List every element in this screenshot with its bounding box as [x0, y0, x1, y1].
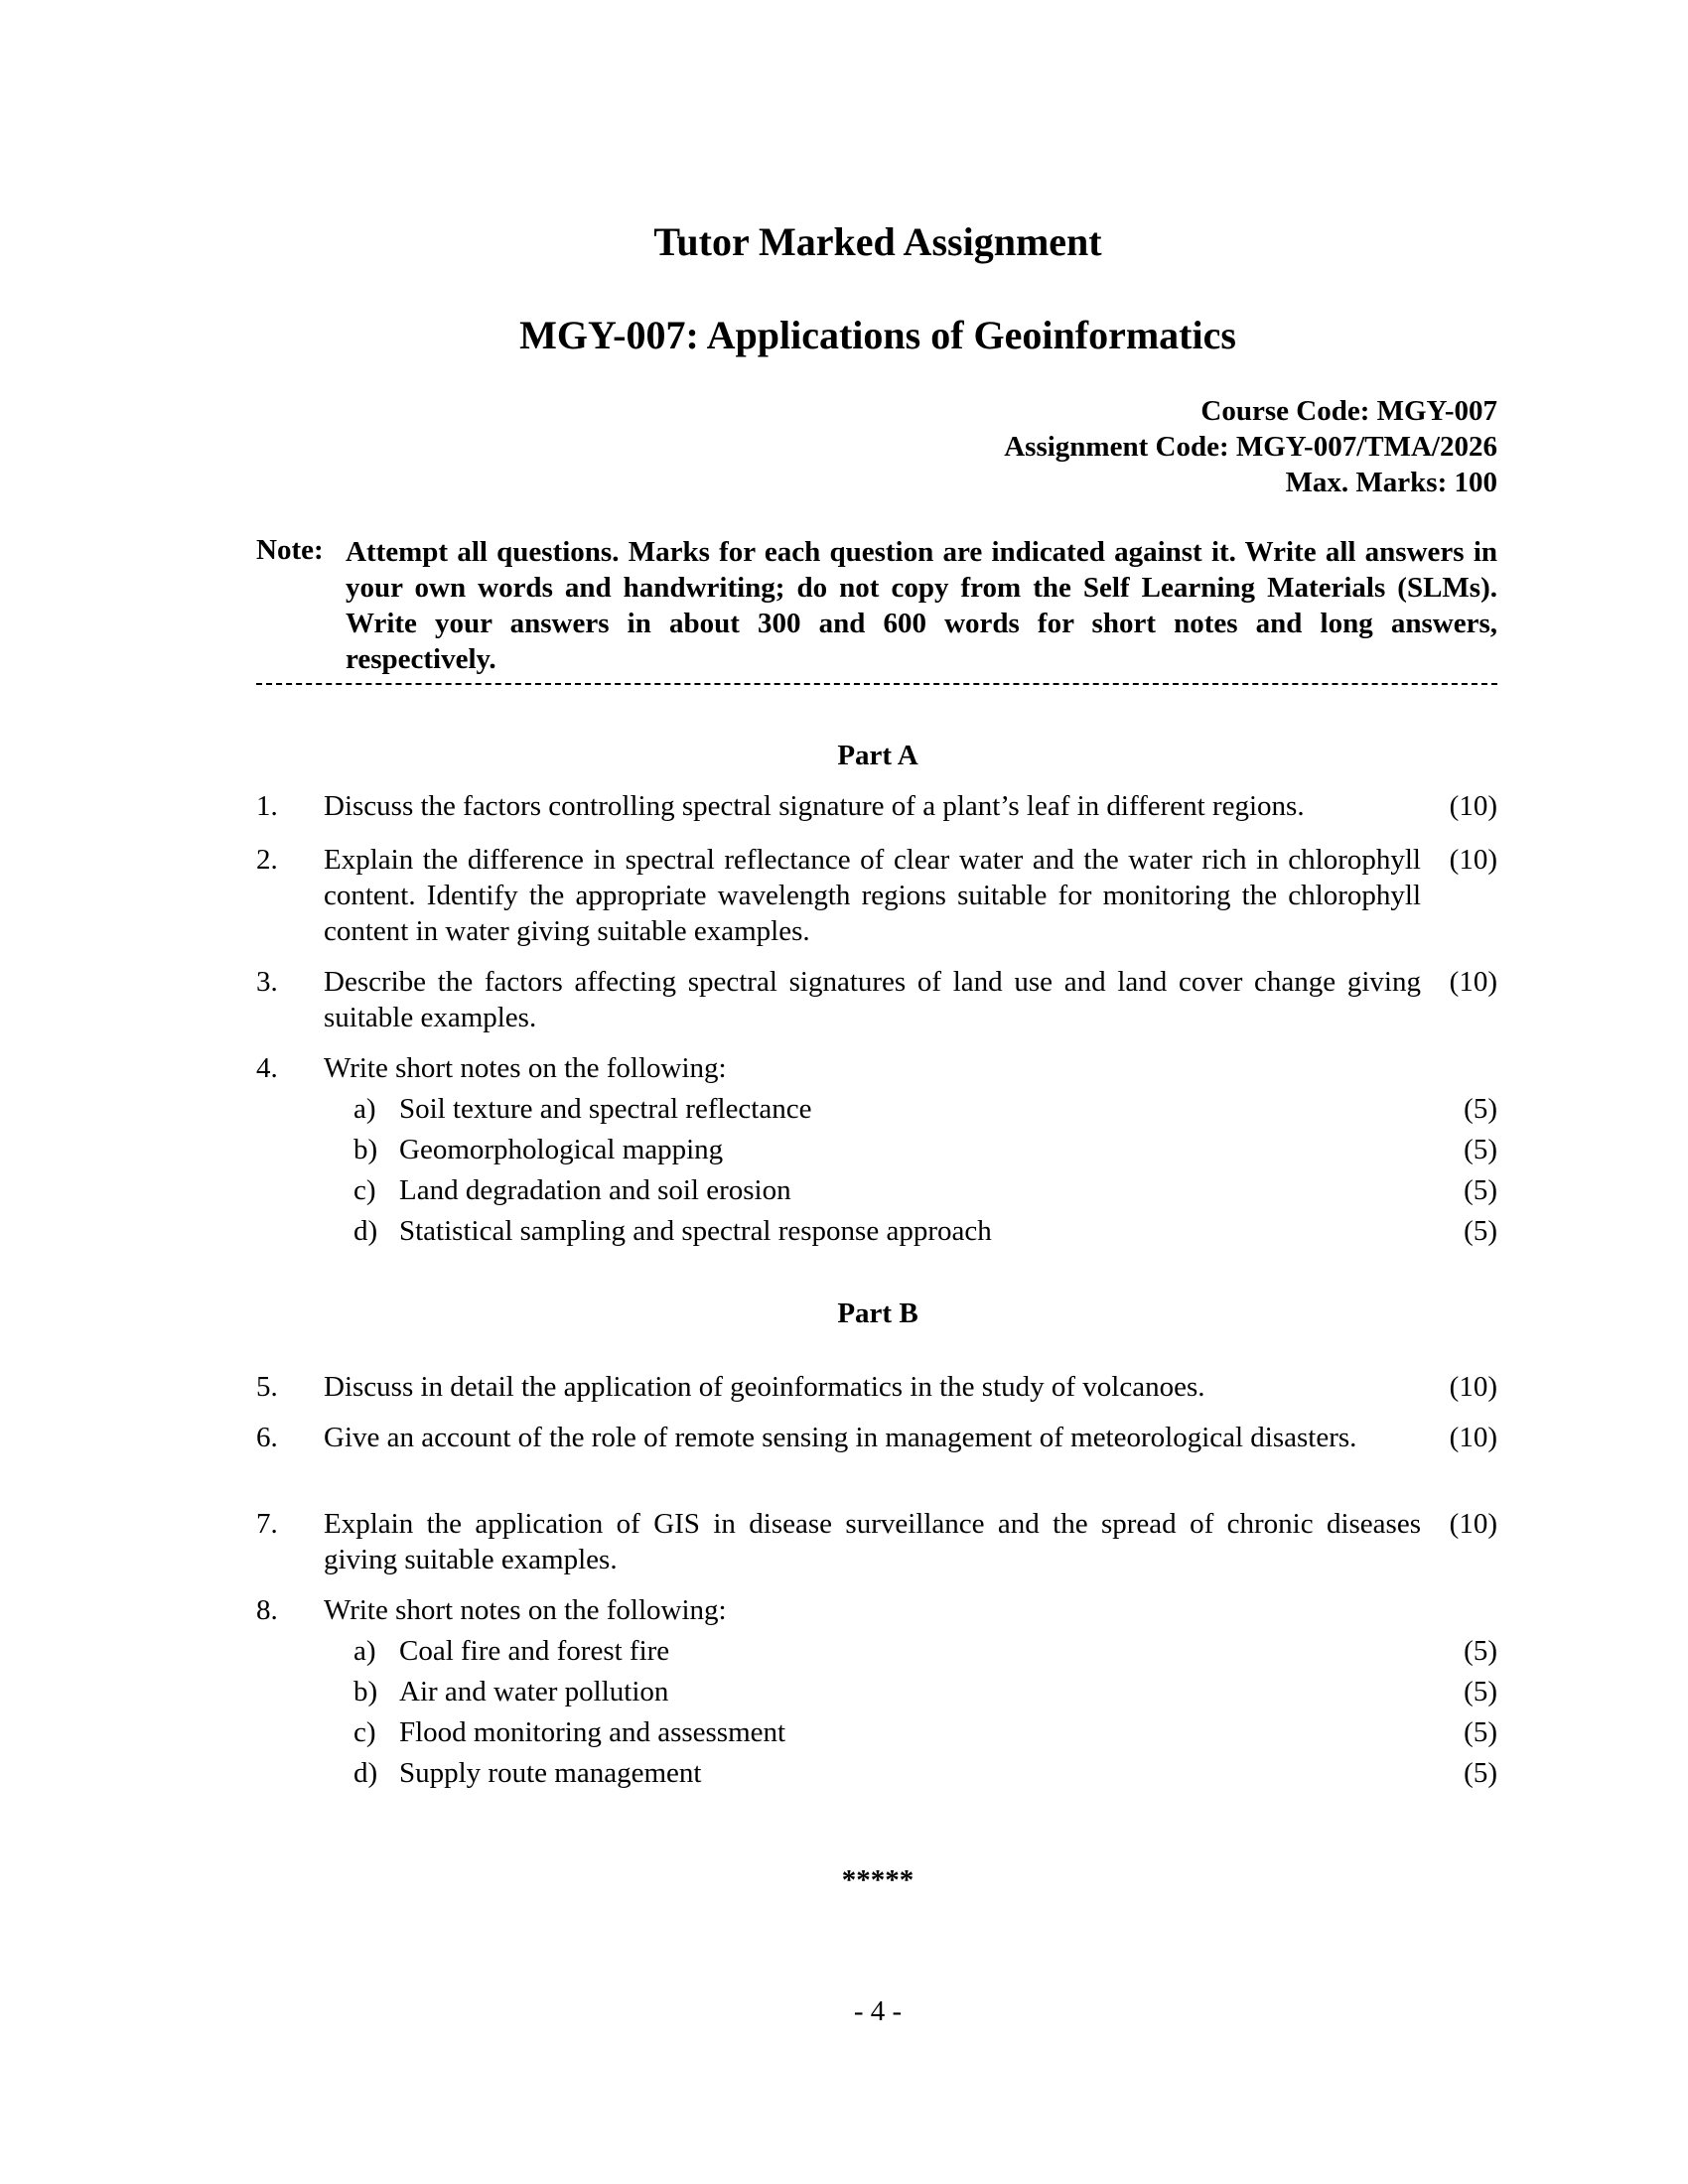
- subitem-text: Soil texture and spectral reflectance: [399, 1093, 812, 1125]
- question-number: 1.: [256, 790, 278, 822]
- subitem-letter: b): [353, 1134, 378, 1165]
- subitem-text: Coal fire and forest fire: [399, 1635, 670, 1667]
- question-text: Explain the difference in spectral reflectance of clear water and the water rich in chlorophyll content. Identify the appropriate wavelength regions suitable for monitoring the chlorophyll content in water giving suitable examples.: [324, 844, 1421, 947]
- document-title: Tutor Marked Assignment: [653, 219, 1102, 264]
- subitem-text: Statistical sampling and spectral response approach: [399, 1215, 992, 1247]
- subitem-text: Flood monitoring and assessment: [399, 1716, 786, 1748]
- subitem-letter: c): [353, 1174, 376, 1206]
- question-text: Explain the application of GIS in disease surveillance and the spread of chronic diseases giving suitable examples.: [324, 1508, 1421, 1575]
- question-marks: (10): [1449, 844, 1497, 876]
- subitem-letter: b): [353, 1676, 378, 1707]
- subitem-marks: (5): [1464, 1174, 1497, 1206]
- subitem-letter: a): [353, 1093, 376, 1125]
- subitem-marks: (5): [1464, 1757, 1497, 1789]
- question-marks: (10): [1449, 790, 1497, 822]
- max-marks: Max. Marks: 100: [1285, 467, 1497, 498]
- part-a-heading: Part A: [837, 740, 918, 771]
- question-marks: (10): [1449, 1422, 1497, 1453]
- note-label: Note:: [256, 534, 324, 566]
- subitem-letter: d): [353, 1757, 378, 1789]
- note-text: Attempt all questions. Marks for each question are indicated against it. Write all answers in your own words and handwriting; do not copy from the Self Learning Materials (SLMs). Write your answers in about 300 and 600 words for short notes and long answers, respectively.: [346, 536, 1497, 675]
- subitem-marks: (5): [1464, 1716, 1497, 1748]
- assignment-code: Assignment Code: MGY-007/TMA/2026: [1004, 431, 1497, 463]
- question-number: 6.: [256, 1422, 278, 1453]
- end-stars: *****: [841, 1864, 914, 1896]
- subitem-text: Supply route management: [399, 1757, 702, 1789]
- subitem-text: Geomorphological mapping: [399, 1134, 724, 1165]
- subitem-letter: d): [353, 1215, 378, 1247]
- question-marks: (10): [1449, 1508, 1497, 1540]
- part-b-heading: Part B: [837, 1297, 918, 1329]
- question-number: 2.: [256, 844, 278, 876]
- subitem-text: Land degradation and soil erosion: [399, 1174, 791, 1206]
- question-number: 5.: [256, 1371, 278, 1403]
- question-number: 4.: [256, 1052, 278, 1084]
- question-marks: (10): [1449, 966, 1497, 998]
- subitem-marks: (5): [1464, 1676, 1497, 1707]
- question-number: 8.: [256, 1594, 278, 1626]
- course-title: MGY-007: Applications of Geoinformatics: [519, 313, 1236, 357]
- subitem-marks: (5): [1464, 1635, 1497, 1667]
- subitem-text: Air and water pollution: [399, 1676, 669, 1707]
- subitem-marks: (5): [1464, 1093, 1497, 1125]
- subitem-letter: a): [353, 1635, 376, 1667]
- question-text: Describe the factors affecting spectral signatures of land use and land cover change giving suitable examples.: [324, 966, 1421, 1033]
- question-text: Give an account of the role of remote sensing in management of meteorological disasters.: [324, 1422, 1357, 1453]
- subitem-marks: (5): [1464, 1134, 1497, 1165]
- subitem-letter: c): [353, 1716, 376, 1748]
- question-text: Write short notes on the following:: [324, 1052, 727, 1084]
- question-number: 3.: [256, 966, 278, 998]
- question-marks: (10): [1449, 1371, 1497, 1403]
- course-code: Course Code: MGY-007: [1200, 395, 1497, 427]
- dashed-divider: [256, 683, 1497, 685]
- question-text: Write short notes on the following:: [324, 1594, 727, 1626]
- question-text: Discuss the factors controlling spectral signature of a plant’s leaf in different regions.: [324, 790, 1305, 822]
- question-text: Discuss in detail the application of geoinformatics in the study of volcanoes.: [324, 1371, 1205, 1403]
- page-number: - 4 -: [853, 1995, 903, 2027]
- question-number: 7.: [256, 1508, 278, 1540]
- subitem-marks: (5): [1464, 1215, 1497, 1247]
